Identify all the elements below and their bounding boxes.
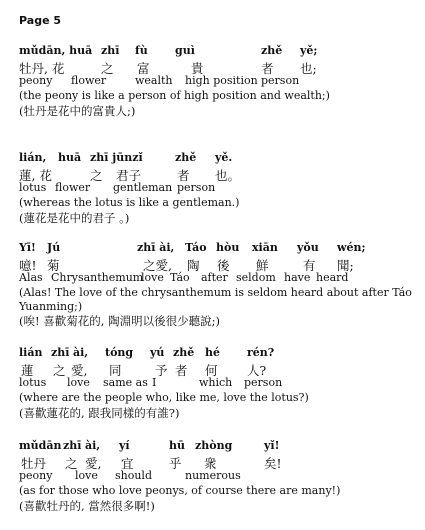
chinese-word: 之 [90, 168, 103, 183]
chinese-word: 牡丹, 花 [19, 61, 65, 76]
gloss-word: heard [316, 271, 349, 284]
pinyin-word: yú [150, 346, 165, 359]
chinese-word: 蓮 [21, 363, 34, 378]
english-translation: (the peony is like a person of high position and wealth;) [19, 89, 330, 102]
chinese-word: 予 [155, 363, 168, 378]
english-gloss-line [19, 376, 419, 391]
pinyin-word: zhòng [195, 439, 233, 452]
pinyin-word: rén? [247, 346, 275, 359]
pinyin-word: Táo [185, 241, 207, 254]
english-gloss-line [19, 271, 419, 286]
chinese-characters-line [19, 166, 419, 181]
chinese-word: 貴 [191, 61, 204, 76]
pinyin-word: ài, [85, 439, 101, 452]
chinese-characters-line [19, 454, 419, 469]
gloss-word: Chrysanthemum [51, 271, 144, 284]
gloss-word: person [261, 74, 300, 87]
chinese-characters-line [19, 256, 419, 271]
gloss-word: love [67, 376, 90, 389]
gloss-word: person [177, 181, 216, 194]
chinese-word: 衆 [204, 456, 217, 471]
chinese-word: 同 [109, 363, 122, 378]
pinyin-word: xiān [252, 241, 278, 254]
chinese-word: 後 [217, 258, 230, 273]
pinyin-word: zhī [101, 44, 120, 57]
chinese-translation: (唉! 喜歡菊花的, 陶淵明以後很少聽說;) [19, 314, 220, 328]
pinyin-word: Jú [47, 241, 61, 254]
chinese-word: 君子 [116, 168, 142, 183]
chinese-word: 陶 [187, 258, 200, 273]
chinese-word: 之愛, [143, 258, 172, 273]
gloss-word: should [115, 469, 152, 482]
chinese-word: 也; [300, 61, 317, 76]
gloss-word: numerous [185, 469, 241, 482]
english-translation: (as for those who love peonys, of course there are many!) [19, 484, 341, 497]
chinese-word: 何 [205, 363, 218, 378]
pinyin-word: zhě [173, 346, 195, 359]
chinese-word: 者 [261, 61, 274, 76]
chinese-word: 牡丹 [21, 456, 47, 471]
pinyin-word: yě. [215, 151, 233, 164]
gloss-word: love [75, 469, 98, 482]
pinyin-word: tóng [105, 346, 134, 359]
chinese-word: 鮮 [256, 258, 269, 273]
chinese-word: 之 [65, 456, 78, 471]
chinese-word: 之 [53, 363, 66, 378]
pinyin-line [19, 241, 419, 256]
pinyin-word: hòu [216, 241, 240, 254]
english-gloss-line [19, 469, 419, 484]
chinese-translation: (蓮花是花中的君子 。) [19, 211, 130, 225]
chinese-word: 愛, [71, 363, 88, 378]
chinese-word: 愛, [85, 456, 102, 471]
chinese-word: 乎 [169, 456, 182, 471]
english-gloss-line [19, 74, 419, 89]
chinese-word: 聞; [337, 258, 354, 273]
pinyin-word: yě; [300, 44, 318, 57]
pinyin-word: ài, [73, 346, 89, 359]
gloss-word: have [284, 271, 311, 284]
chinese-word: 者 [177, 168, 190, 183]
pinyin-word: zhī jūnzǐ [90, 151, 143, 164]
pinyin-word: yǒu [297, 241, 319, 254]
pinyin-line [19, 44, 419, 59]
gloss-word: after [201, 271, 228, 284]
pinyin-word: zhī [63, 439, 82, 452]
english-translation: (where are the people who, like me, love the lotus?) [19, 391, 309, 404]
gloss-word: Alas [19, 271, 43, 284]
gloss-word: love [141, 271, 164, 284]
pinyin-word: zhě [175, 151, 197, 164]
pinyin-word: wén; [337, 241, 366, 254]
chinese-translation: (喜歡蓮花的, 跟我同樣的有誰?) [19, 406, 180, 420]
gloss-word: seldom [236, 271, 276, 284]
chinese-word: 也。 [215, 168, 241, 183]
pinyin-word: fù [135, 44, 148, 57]
english-gloss-line [19, 181, 419, 196]
gloss-word: peony [19, 469, 53, 482]
gloss-word: peony [19, 74, 53, 87]
chinese-characters-line [19, 361, 419, 376]
pinyin-word: mǔdān [19, 439, 62, 452]
gloss-word: person [244, 376, 283, 389]
gloss-word: lotus [19, 181, 47, 194]
chinese-word: 蓮, 花 [19, 168, 52, 183]
chinese-word: 之 [101, 61, 114, 76]
gloss-word: wealth [135, 74, 173, 87]
page-number: Page 5 [19, 14, 62, 27]
verse-block-3 [19, 241, 419, 329]
pinyin-word: yí [119, 439, 130, 452]
pinyin-word: Yī! [19, 241, 36, 254]
gloss-word: I [152, 376, 157, 389]
pinyin-line [19, 151, 419, 166]
gloss-word: flower [55, 181, 91, 194]
pinyin-word: lián [19, 346, 43, 359]
verse-block-4 [19, 346, 419, 421]
gloss-word: high position [185, 74, 258, 87]
pinyin-word: zhī ài, [137, 241, 175, 254]
pinyin-word: hū [169, 439, 185, 452]
gloss-word: Táo [170, 271, 190, 284]
pinyin-word: zhě [261, 44, 283, 57]
gloss-word: same as [103, 376, 148, 389]
english-translation: (Alas! The love of the chrysanthemum is seldom heard about after Táo Yuanming;) [19, 286, 412, 313]
pinyin-word: zhī [51, 346, 70, 359]
chinese-word: 菊 [47, 258, 60, 273]
chinese-word: 噫! [19, 258, 37, 273]
chinese-characters-line [19, 59, 419, 74]
gloss-word: flower [71, 74, 107, 87]
pinyin-word: huā [58, 151, 82, 164]
pinyin-line [19, 346, 419, 361]
pinyin-word: guì [175, 44, 195, 57]
verse-block-1 [19, 44, 419, 119]
chinese-translation: (喜歡牡丹的, 當然很多啊!) [19, 499, 155, 513]
chinese-word: 宜 [121, 456, 134, 471]
pinyin-word: mǔdān, huā [19, 44, 93, 57]
chinese-word: 富 [137, 61, 150, 76]
verse-block-5 [19, 439, 419, 514]
chinese-word: 者 [175, 363, 188, 378]
chinese-word: 有 [303, 258, 316, 273]
gloss-word: gentleman [113, 181, 173, 194]
verse-block-2 [19, 151, 419, 226]
pinyin-word: hé [205, 346, 220, 359]
gloss-word: lotus [19, 376, 47, 389]
english-translation: (whereas the lotus is like a gentleman.) [19, 196, 240, 209]
chinese-translation: (牡丹是花中的富貴人;) [19, 104, 136, 118]
pinyin-line [19, 439, 419, 454]
pinyin-word: yǐ! [264, 439, 280, 452]
chinese-word: 矣! [264, 456, 282, 471]
pinyin-word: lián, [19, 151, 47, 164]
chinese-word: 人? [247, 363, 267, 378]
gloss-word: which [199, 376, 233, 389]
